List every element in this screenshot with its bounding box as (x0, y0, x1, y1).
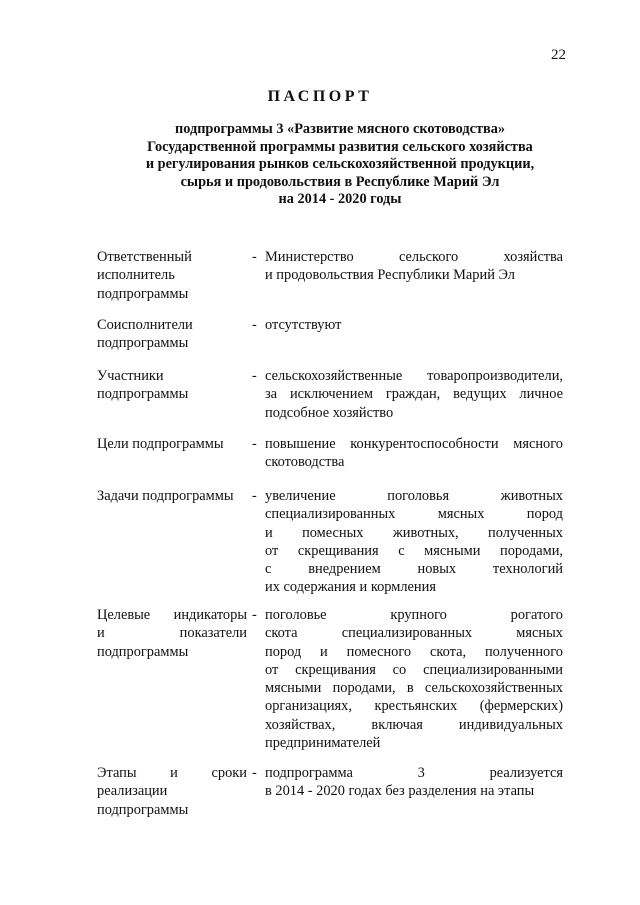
row-label (97, 316, 247, 353)
value-line: их содержания и кормления (265, 579, 436, 596)
value-line: с внедрением новых технологий (265, 561, 563, 578)
subtitle-line: и регулирования рынков сельскохозяйственной продукции, (145, 156, 535, 173)
value-line: и помесных животных, полученных (265, 524, 563, 541)
value-line: отсутствуют (265, 317, 342, 333)
value-line: подсобное хозяйство (265, 404, 394, 421)
subtitle-line: подпрограммы 3 «Развитие мясного скотоводства» (174, 121, 505, 137)
value-line: подпрограмма 3 реализуется (265, 765, 563, 781)
value-line: от скрещивания с мясными породами, (265, 542, 563, 559)
row-dash: - (252, 765, 257, 781)
subtitle (100, 121, 580, 209)
page-title: ПАСПОРТ (267, 88, 373, 105)
row-dash: - (252, 317, 257, 333)
label-line: подпрограммы (97, 285, 189, 302)
label-line: и показатели (97, 625, 247, 642)
row-dash: - (252, 368, 257, 384)
label-line: Этапы и сроки (97, 765, 247, 781)
row-value (265, 435, 563, 472)
value-line: организациях, крестьянских (фермерских) (265, 698, 563, 715)
row-label (97, 487, 247, 505)
value-line: в 2014 - 2020 годах без разделения на этапы (265, 783, 535, 800)
label-line: подпрограммы (97, 801, 189, 818)
value-line: сельскохозяйственные товаропроизводители, (265, 368, 563, 384)
value-line: увеличение поголовья животных (265, 488, 563, 504)
page-number: 22 (551, 47, 566, 63)
value-line: от скрещивания со специализированными (265, 661, 563, 678)
label-line: исполнитель (97, 267, 175, 284)
label-line: Цели подпрограммы (97, 436, 224, 452)
value-line: предпринимателей (265, 735, 381, 752)
value-line: мясными породами, в сельскохозяйственных (265, 680, 563, 697)
value-line: и продовольствия Республики Марий Эл (265, 267, 515, 284)
row-dash: - (252, 436, 257, 452)
row-value (265, 316, 563, 334)
value-line: за исключением граждан, ведущих личное (265, 386, 563, 403)
row-label (97, 248, 247, 303)
label-line: Задачи подпрограммы (97, 488, 234, 504)
label-line: подпрограммы (97, 335, 189, 352)
subtitle-line: Государственной программы развития сельского хозяйства (147, 138, 533, 155)
subtitle-line: сырья и продовольствия в Республике Марий Эл (180, 173, 500, 190)
row-label (97, 367, 247, 404)
label-line: Участники (97, 368, 164, 384)
row-value (265, 248, 563, 285)
row-value (265, 487, 563, 597)
value-line: скотоводства (265, 454, 345, 471)
subtitle-line: на 2014 - 2020 годы (278, 191, 402, 208)
value-line: Министерство сельского хозяйства (265, 249, 563, 265)
value-line: хозяйствах, включая индивидуальных (265, 716, 563, 733)
value-line: скота специализированных мясных (265, 625, 563, 642)
row-label (97, 764, 247, 819)
label-line: подпрограммы (97, 386, 189, 403)
row-label (97, 606, 247, 661)
row-value (265, 606, 563, 752)
value-line: повышение конкурентоспособности мясного (265, 436, 563, 452)
value-line: специализированных мясных пород (265, 506, 563, 523)
label-line: Соисполнители (97, 317, 193, 333)
value-line: поголовье крупного рогатого (265, 607, 563, 623)
row-value (265, 764, 563, 801)
label-line: Ответственный (97, 249, 192, 265)
label-line: реализации (97, 783, 168, 800)
row-dash: - (252, 607, 257, 623)
row-label (97, 435, 247, 453)
label-line: подпрограммы (97, 643, 189, 660)
row-dash: - (252, 249, 257, 265)
value-line: пород и помесного скота, полученного (265, 643, 563, 660)
row-value (265, 367, 563, 422)
row-dash: - (252, 488, 257, 504)
label-line: Целевые индикаторы (97, 607, 247, 623)
